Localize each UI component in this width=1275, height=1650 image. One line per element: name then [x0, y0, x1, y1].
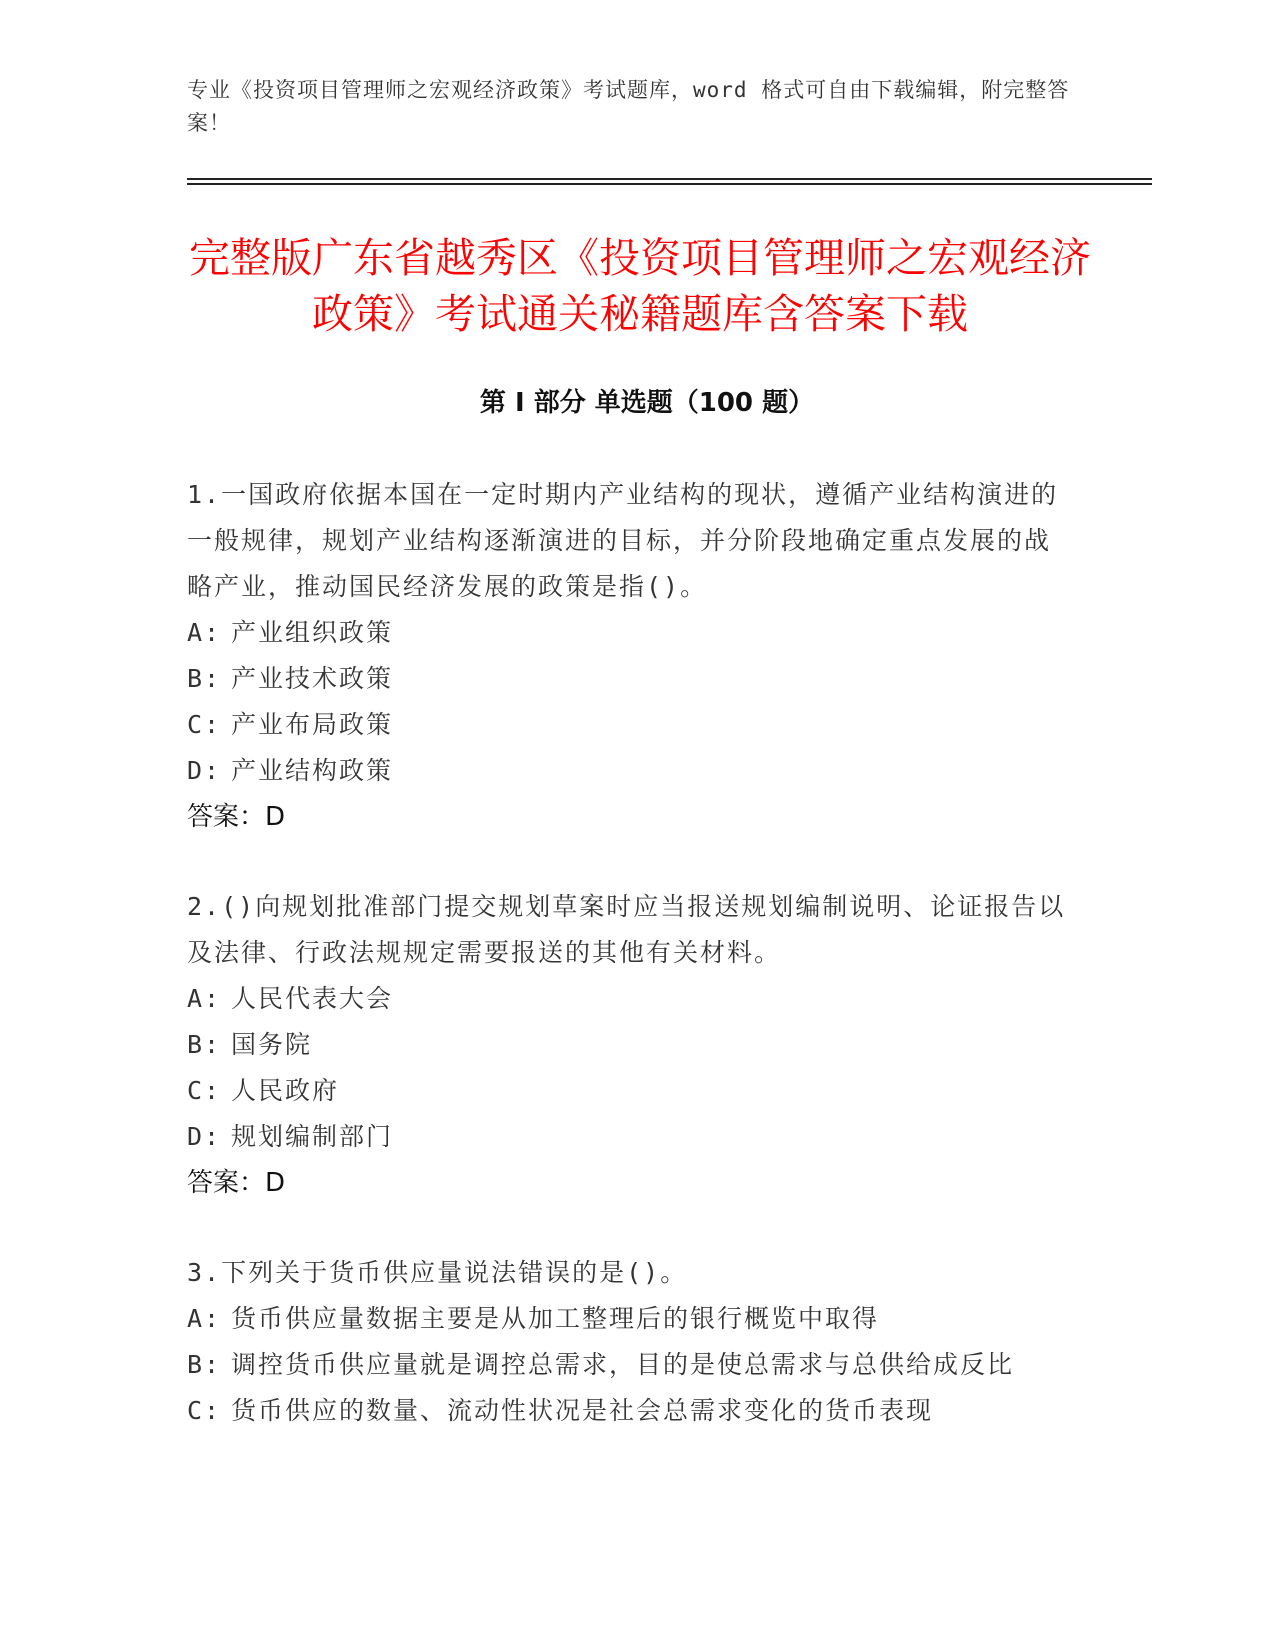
- option-a: [187, 610, 1067, 656]
- question-stem: 2.()向规划批准部门提交规划草案时应当报送规划编制说明、论证报告以及法律、行政法规规定需要报送的其他有关材料。: [187, 892, 1066, 967]
- header-note: 专业《投资项目管理师之宏观经济政策》考试题库，word 格式可自由下载编辑，附完整答案！: [187, 78, 1070, 135]
- option-text: 国务院: [231, 1030, 313, 1059]
- option-text: 人民代表大会: [231, 984, 394, 1013]
- option-letter: C:: [187, 710, 222, 739]
- document-title: 完整版广东省越秀区《投资项目管理师之宏观经济政策》考试通关秘籍题库含答案下载: [189, 234, 1091, 338]
- question-2: [187, 884, 1067, 1206]
- question-stem: 1.一国政府依据本国在一定时期内产业结构的现状，遵循产业结构演进的一般规律，规划产业结构逐渐演进的目标，并分阶段地确定重点发展的战略产业，推动国民经济发展的政策是指()。: [187, 480, 1059, 601]
- option-letter: A:: [187, 618, 222, 647]
- option-text: 人民政府: [231, 1076, 340, 1105]
- option-letter: B:: [187, 664, 222, 693]
- option-b: [187, 1342, 1067, 1388]
- option-letter: A:: [187, 1304, 222, 1333]
- option-text: 货币供应的数量、流动性状况是社会总需求变化的货币表现: [231, 1396, 934, 1425]
- option-text: 产业结构政策: [231, 756, 394, 785]
- question-list: [187, 472, 1067, 1478]
- option-letter: A:: [187, 984, 222, 1013]
- option-c: [187, 1388, 1067, 1434]
- option-text: 规划编制部门: [231, 1122, 394, 1151]
- answer-label: 答案：D: [187, 802, 286, 832]
- option-text: 产业组织政策: [231, 618, 394, 647]
- option-text: 产业布局政策: [231, 710, 394, 739]
- option-a: [187, 976, 1067, 1022]
- question-stem: 3.下列关于货币供应量说法错误的是()。: [187, 1258, 688, 1287]
- option-text: 调控货币供应量就是调控总需求，目的是使总需求与总供给成反比: [231, 1350, 1015, 1379]
- option-c: [187, 702, 1067, 748]
- option-text: 产业技术政策: [231, 664, 394, 693]
- option-d: [187, 1114, 1067, 1160]
- option-letter: C:: [187, 1396, 222, 1425]
- option-d: [187, 748, 1067, 794]
- answer-label: 答案：D: [187, 1168, 286, 1198]
- header-divider-bottom: [187, 183, 1152, 185]
- option-c: [187, 1068, 1067, 1114]
- option-a: [187, 1296, 1067, 1342]
- question-1: [187, 472, 1067, 840]
- option-b: [187, 1022, 1067, 1068]
- option-letter: D:: [187, 1122, 222, 1151]
- section-title: 第 I 部分 单选题（100 题）: [479, 388, 815, 418]
- option-b: [187, 656, 1067, 702]
- option-letter: C:: [187, 1076, 222, 1105]
- question-3: [187, 1250, 1067, 1434]
- option-letter: D:: [187, 756, 222, 785]
- option-text: 货币供应量数据主要是从加工整理后的银行概览中取得: [231, 1304, 880, 1333]
- header-divider-top: [187, 178, 1152, 180]
- option-letter: B:: [187, 1350, 222, 1379]
- option-letter: B:: [187, 1030, 222, 1059]
